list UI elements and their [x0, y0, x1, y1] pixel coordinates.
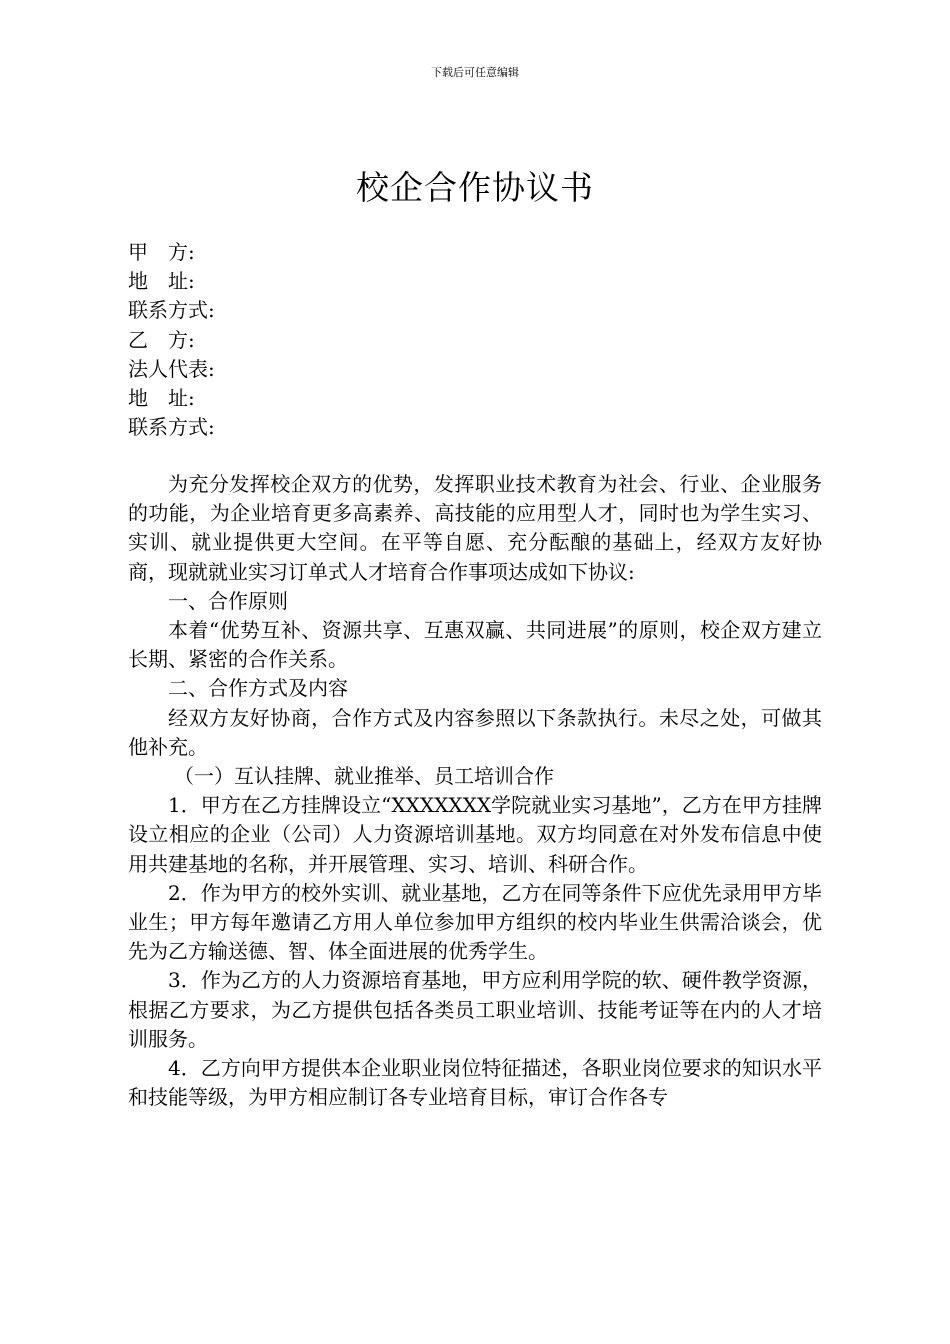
agreement-body: [128, 470, 822, 1112]
clause-3: 3．作为乙方的人力资源培育基地，甲方应利用学院的软、硬件教学资源，根据乙方要求，为乙方提供包括各类员工职业培训、技能考证等在内的人才培训服务。: [128, 968, 822, 1051]
principles-paragraph: 本着“优势互补、资源共享、互惠双赢、共同进展”的原则，校企双方建立长期、紧密的合作关系。: [128, 618, 822, 672]
page-header: 下载后可任意编辑: [431, 66, 519, 79]
party-a-label: 甲 方:: [128, 240, 195, 264]
cooperation-intro-paragraph: 经双方友好协商，合作方式及内容参照以下条款执行。未尽之处，可做其他补充。: [128, 705, 822, 759]
preamble-paragraph: 为充分发挥校企双方的优势，发挥职业技术教育为社会、行业、企业服务的功能，为企业培育更多高素养、高技能的应用型人才，同时也为学生实习、实训、就业提供更大空间。在平等自愿、充分酝酿的基础上，经双方友好协商，现就就业实习订单式人才培育合作事项达成如下协议:: [128, 472, 822, 584]
party-b-contact-label: 联系方式:: [128, 415, 215, 440]
party-info-block: [128, 238, 828, 442]
document-title: 校企合作协议书: [356, 168, 594, 207]
party-b-legal-rep-label: 法人代表:: [128, 356, 215, 381]
clause-2: 2．作为甲方的校外实训、就业基地，乙方在同等条件下应优先录用甲方毕业生；甲方每年邀请乙方用人单位参加甲方组织的校内毕业生供需洽谈会，优先为乙方输送德、智、体全面进展的优秀学生。: [128, 880, 822, 964]
party-b-address-label: 地 址:: [128, 386, 195, 411]
party-a-contact-label: 联系方式:: [128, 298, 215, 323]
subsection-heading-1: （一）互认挂牌、就业推举、员工培训合作: [174, 764, 554, 789]
clause-1: 1．甲方在乙方挂牌设立“XXXXXXX学院就业实习基地”，乙方在甲方挂牌设立相应的企业（公司）人力资源培训基地。双方均同意在对外发布信息中使用共建基地的名称，并开展管理、实习、培训、科研合作。: [128, 793, 822, 876]
party-a-address-label: 地 址:: [128, 269, 195, 294]
party-b-label: 乙 方:: [128, 327, 195, 352]
section-heading-cooperation: 二、合作方式及内容: [168, 676, 348, 701]
section-heading-principles: 一、合作原则: [168, 588, 288, 613]
clause-4: 4．乙方向甲方提供本企业职业岗位特征描述，各职业岗位要求的知识水平和技能等级，为甲方相应制订各专业培育目标，审订合作各专: [128, 1056, 822, 1110]
